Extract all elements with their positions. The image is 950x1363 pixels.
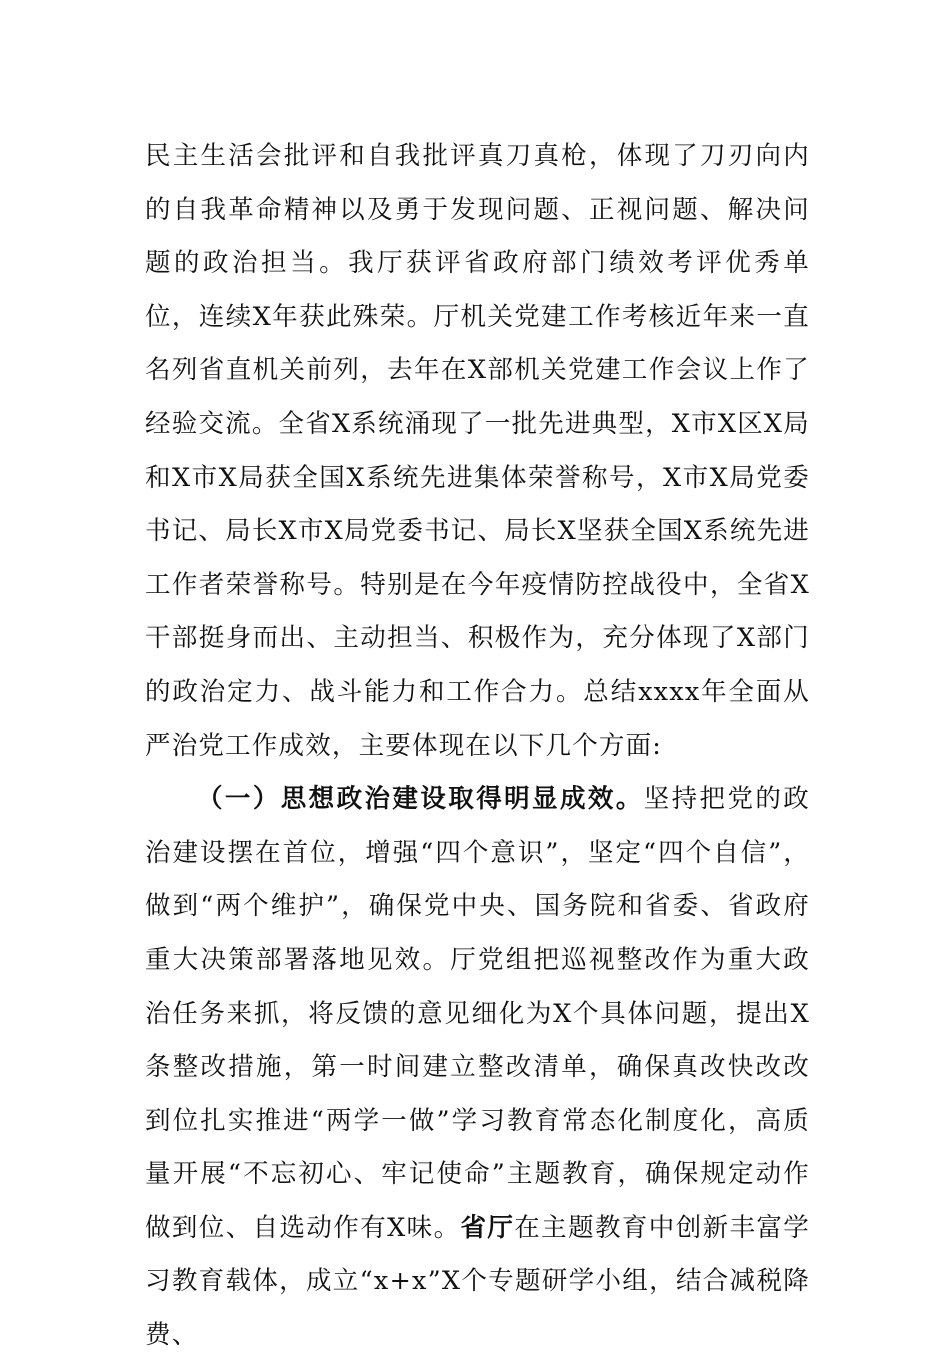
paragraph-text: 坚持把党的政治建设摆在首位，增强“四个意识”，坚定“四个自信”，做到“两个维护”，确保党中央、国务院和省委、省政府重大决策部署落地见效。厅党组把巡视整改作为重大政治任务来抓，将反馈的意见细化为X个具体问题，提出X条整改措施，第一时间建立整改清单，确保真改快改改到位扎实推进“两学一做”学习教育常态化制度化，高质量开展“不忘初心、牢记使命”主题教育，确保规定动作做到位、自选动作有X味。 [145,784,810,1243]
paragraph-text-continued: 在主题教育中创新丰富学习教育载体，成立“x+x”X个专题研学小组，结合减税降费、 [145,1212,810,1351]
bold-term: 省厅 [460,1212,515,1243]
paragraph-achievements-summary: 民主生活会批评和自我批评真刀真枪，体现了刀刃向内的自我革命精神以及勇于发现问题、正视问题、解决问题的政治担当。我厅获评省政府部门绩效考评优秀单位，连续X年获此殊荣。厅机关党建工作考核近年来一直名列省直机关前列，去年在X部机关党建工作会议上作了经验交流。全省X系统涌现了一批先进典型，X市X区X局和X市X局获全国X系统先进集体荣誉称号，X市X局党委书记、局长X市X局党委书记、局长X坚获全国X系统先进工作者荣誉称号。特别是在今年疫情防控战役中，全省X干部挺身而出、主动担当、积极作为，充分体现了X部门的政治定力、战斗能力和工作合力。总结xxxx年全面从严治党工作成效，主要体现在以下几个方面: [145,141,810,761]
paragraph-political-construction [145,773,810,1363]
body-text [145,130,810,1363]
section-heading: （一）思想政治建设取得明显成效。 [197,784,644,815]
